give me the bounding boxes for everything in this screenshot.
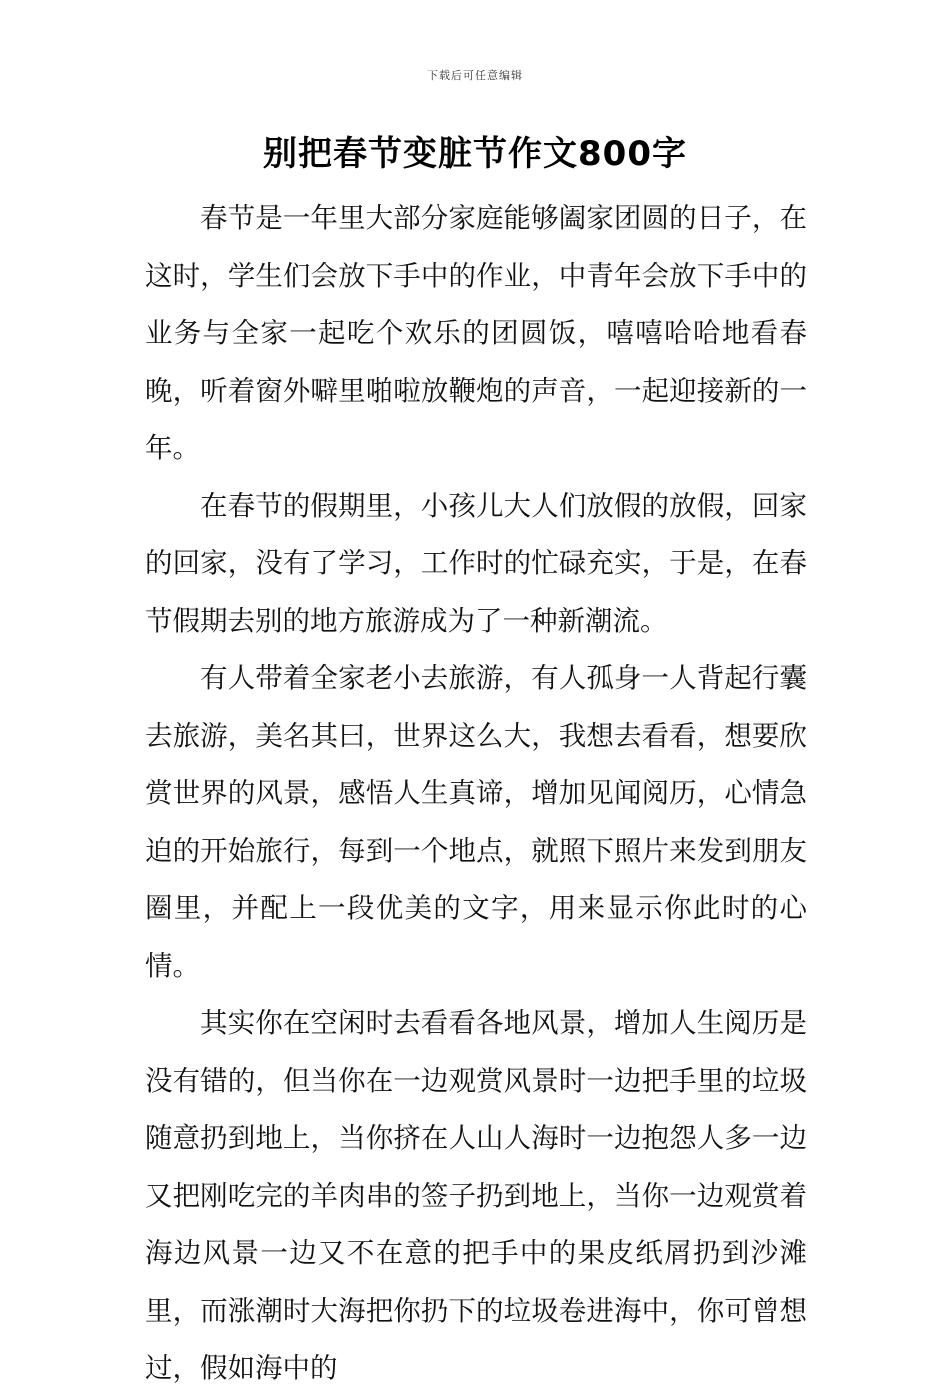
document-title: 别把春节变脏节作文800字 — [263, 134, 687, 174]
paragraph: 其实你在空闲时去看看各地风景，增加人生阅历是没有错的，但当你在一边观赏风景时一边把手里的垃圾随意扔到地上，当你挤在人山人海时一边抱怨人多一边又把刚吃完的羊肉串的签子扔到地上，当你一边观赏着海边风景一边又不在意的把手中的果皮纸屑扔到沙滩里，而涨潮时大海把你扔下的垃圾卷进海中，你可曾想过，假如海中的 — [145, 1007, 807, 1384]
header-note: 下载后可任意编辑 — [427, 69, 523, 82]
document-body — [145, 190, 807, 1398]
paragraph: 在春节的假期里，小孩儿大人们放假的放假，回家的回家，没有了学习，工作时的忙碌充实，于是，在春节假期去别的地方旅游成为了一种新潮流。 — [145, 489, 807, 637]
paragraph: 有人带着全家老小去旅游，有人孤身一人背起行囊去旅游，美名其曰，世界这么大，我想去看看，想要欣赏世界的风景，感悟人生真谛，增加见闻阅历，心情急迫的开始旅行，每到一个地点，就照下照片来发到朋友圈里，并配上一段优美的文字，用来显示你此时的心情。 — [145, 662, 807, 982]
paragraph: 春节是一年里大部分家庭能够阖家团圆的日子，在这时，学生们会放下手中的作业，中青年会放下手中的业务与全家一起吃个欢乐的团圆饭，嘻嘻哈哈地看春晚，听着窗外噼里啪啦放鞭炮的声音，一起迎接新的一年。 — [145, 202, 807, 464]
